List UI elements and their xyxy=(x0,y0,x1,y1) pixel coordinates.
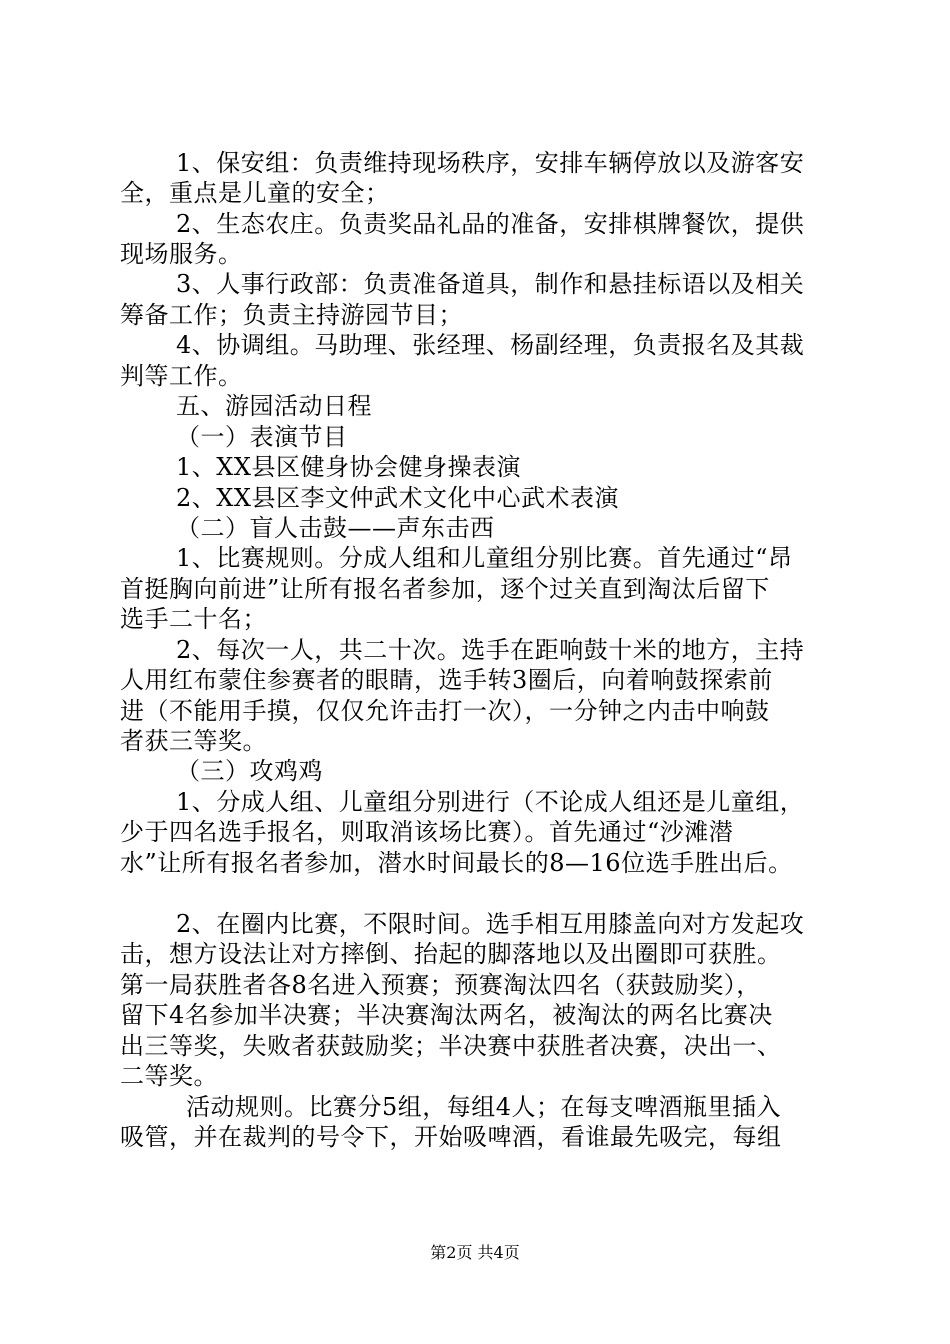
subsection-heading: （二）盲人击鼓——声东击西 xyxy=(176,514,495,542)
subsection-heading: （三）攻鸡鸡 xyxy=(176,757,323,785)
text-line: 选手二十名； xyxy=(120,605,267,633)
text-line: 现场服务。 xyxy=(120,240,243,268)
text-line: 进（不能用手摸，仅仅允许击打一次），一分钟之内击中响鼓 xyxy=(120,697,770,725)
text-line: 二等奖。 xyxy=(120,1062,218,1090)
text-line: 2、在圈内比赛，不限时间。选手相互用膝盖向对方发起攻 xyxy=(176,910,805,938)
text-line: 1、比赛规则。分成人组和儿童组分别比赛。首先通过“昂 xyxy=(176,544,793,572)
text-line: 3、人事行政部：负责准备道具，制作和悬挂标语以及相关 xyxy=(176,270,805,298)
text-line: 吸管，并在裁判的号令下，开始吸啤酒，看谁最先吸完，每组 xyxy=(120,1123,782,1151)
text-line: 击，想方设法让对方摔倒、抬起的脚落地以及出圈即可获胜。 xyxy=(120,940,782,968)
text-line: 活动规则。比赛分5组，每组4人；在每支啤酒瓶里插入 xyxy=(186,1093,782,1121)
text-line: 少于四名选手报名，则取消该场比赛）。首先通过“沙滩潜 xyxy=(120,818,734,846)
text-line: 1、XX县区健身协会健身操表演 xyxy=(176,453,521,481)
text-line: 判等工作。 xyxy=(120,362,243,390)
text-line: 2、每次一人，共二十次。选手在距响鼓十米的地方，主持 xyxy=(176,636,805,664)
text-line: 水”让所有报名者参加，潜水时间最长的8—16位选手胜出后。 xyxy=(120,849,793,877)
text-line: 出三等奖，失败者获鼓励奖；半决赛中获胜者决赛，决出一、 xyxy=(120,1032,782,1060)
subsection-heading: （一）表演节目 xyxy=(176,423,348,451)
text-line: 全，重点是儿童的安全； xyxy=(120,179,390,207)
text-line: 首挺胸向前进”让所有报名者参加，逐个过关直到淘汰后留下 xyxy=(120,575,770,603)
section-heading: 五、游园活动日程 xyxy=(176,392,372,420)
text-line: 留下4名参加半决赛；半决赛淘汰两名，被淘汰的两名比赛决 xyxy=(120,1001,773,1029)
text-line: 者获三等奖。 xyxy=(120,727,267,755)
text-line: 人用红布蒙住参赛者的眼睛，选手转3圈后，向着响鼓探索前 xyxy=(120,666,773,694)
text-line: 4、协调组。马助理、张经理、杨副经理，负责报名及其裁 xyxy=(176,331,805,359)
text-line: 2、XX县区李文仲武术文化中心武术表演 xyxy=(176,484,619,512)
text-line: 1、分成人组、儿童组分别进行（不论成人组还是儿童组， xyxy=(176,788,805,816)
text-line: 1、保安组：负责维持现场秩序，安排车辆停放以及游客安 xyxy=(176,149,805,177)
page-footer: 第2页 共4页 xyxy=(430,1243,520,1262)
text-line: 2、生态农庄。负责奖品礼品的准备，安排棋牌餐饮，提供 xyxy=(176,210,805,238)
text-line: 第一局获胜者各8名进入预赛；预赛淘汰四名（获鼓励奖）， xyxy=(120,971,761,999)
text-line: 筹备工作；负责主持游园节目； xyxy=(120,301,463,329)
